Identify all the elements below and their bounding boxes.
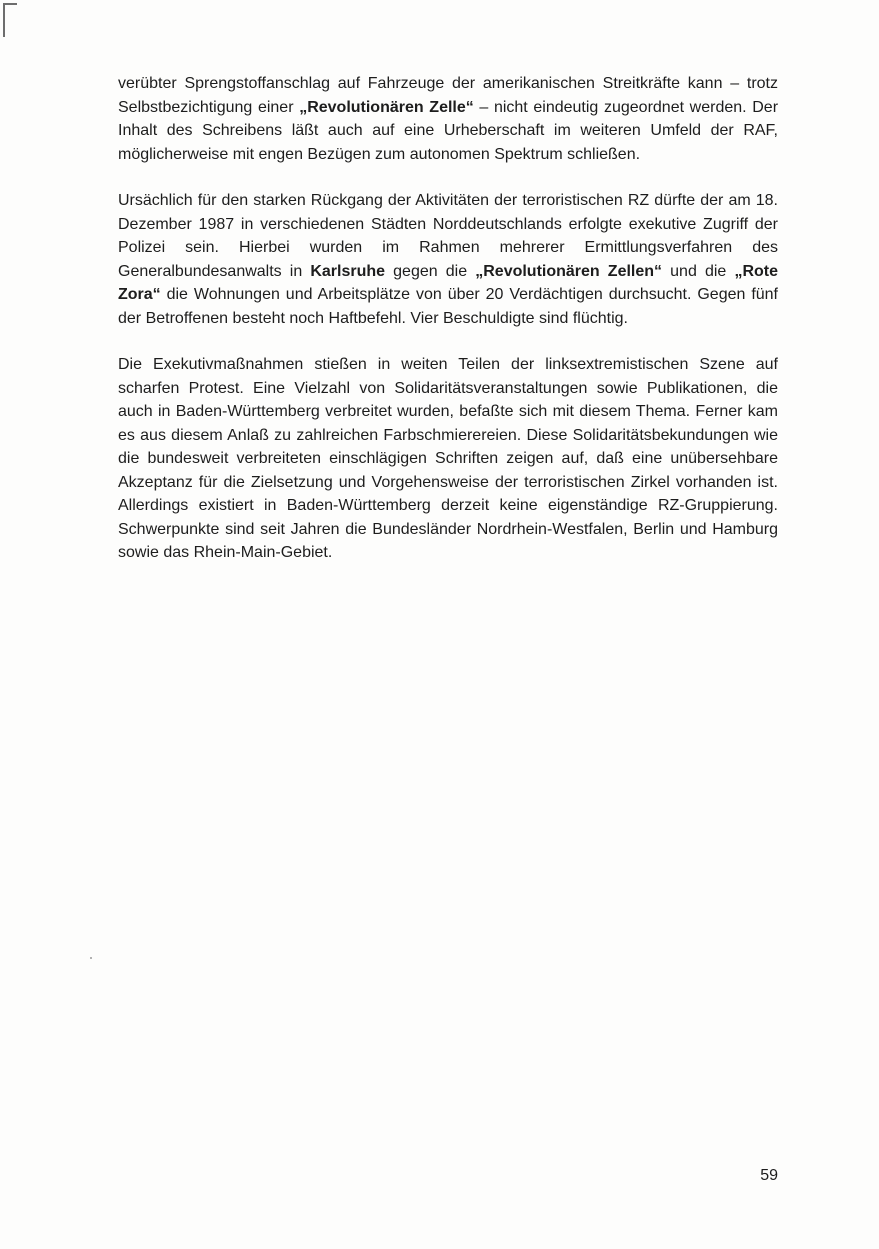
text-run: die Wohnungen und Arbeitsplätze von über 20 Verdächtigen durchsucht. Gegen fünf der Betroffenen besteht noch Haftbefehl. Vier Beschuldigte sind flüchtig. [118, 286, 778, 327]
bold-text-run: „Revolutionären Zellen“ [475, 262, 663, 280]
paragraph [118, 189, 778, 330]
text-run: Ursächlich für den starken Rückgang der Aktivitäten der terroristischen RZ dürfte der am 18. Dezember 1987 in verschiedenen Städten Norddeutschlands erfolgte exekutive Zugriff der Polizei sein. Hierbei wurden im Rahmen mehrerer Ermittlungsverfahren des Generalbundesanwalts in [118, 192, 778, 280]
bold-text-run: „Rote Zora“ [118, 262, 778, 303]
body-text [118, 72, 778, 588]
paragraph [118, 72, 778, 166]
scan-corner-mark [3, 3, 17, 37]
text-run: – nicht eindeutig zugeordnet werden. Der Inhalt des Schreibens läßt auch auf eine Urheberschaft im weiteren Umfeld der RAF, möglicherweise mit engen Bezügen zum autonomen Spektrum schließen. [118, 98, 779, 163]
scan-speck [90, 957, 92, 959]
bold-text-run: Karlsruhe [310, 262, 386, 280]
text-run: gegen die [385, 262, 476, 280]
paragraph [118, 353, 778, 565]
text-run: Die Exekutivmaßnahmen stießen in weiten Teilen der linksextremistischen Szene auf scharfen Protest. Eine Vielzahl von Solidaritätsveranstaltungen sowie Publikationen, die auch in Baden-Württemberg verbreitet wurden, befaßte sich mit diesem Thema. Ferner kam es aus diesem Anlaß zu zahlreichen Farbschmierereien. Diese Solidaritätsbekundungen wie die bundesweit verbreiteten einschlägigen Schriften zeigen auf, daß eine unübersehbare Akzeptanz für die Zielsetzung und Vorgehensweise der terroristischen Zirkel vorhanden ist. Allerdings existiert in Baden-Württemberg derzeit keine eigenständige RZ-Gruppierung. Schwerpunkte sind seit Jahren die Bundesländer Nordrhein-Westfalen, Berlin und Hamburg sowie das Rhein-Main-Gebiet. [118, 356, 778, 561]
page-number: 59 [760, 1167, 778, 1184]
text-run: und die [662, 262, 735, 280]
bold-text-run: „Revolutionären Zelle“ [299, 98, 474, 116]
text-run: verübter Sprengstoffanschlag auf Fahrzeuge der amerikanischen Streitkräfte kann – trotz Selbstbezichtigung einer [118, 75, 778, 116]
